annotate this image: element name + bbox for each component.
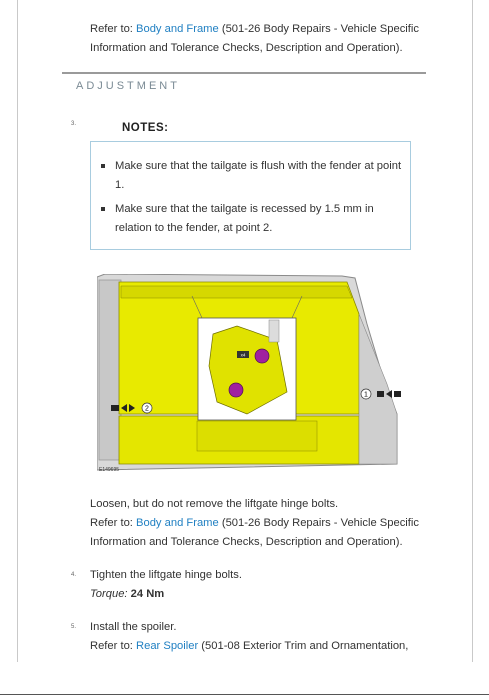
instruction-text: Loosen, but do not remove the liftgate hinge bolts. xyxy=(90,498,339,510)
instruction-text: Tighten the liftgate hinge bolts. xyxy=(90,569,242,581)
step-number: 4. xyxy=(71,572,77,578)
page-edge-right xyxy=(472,0,473,662)
notes-title: NOTES: xyxy=(122,122,169,134)
torque-label: Torque: xyxy=(90,588,128,600)
notes-box xyxy=(90,141,411,250)
refer-prefix: Refer to: xyxy=(90,517,137,529)
bullet-icon xyxy=(101,164,105,168)
reference-detail: (501-26 Body Repairs - Vehicle Specific xyxy=(218,517,419,529)
reference-detail-line2: Information and Tolerance Checks, Description and Operation). xyxy=(90,42,403,54)
intro-reference xyxy=(90,20,420,58)
page-edge-left xyxy=(17,0,18,662)
refer-prefix: Refer to: xyxy=(90,23,137,35)
figure-id-label: E149695 xyxy=(99,467,120,473)
reference-detail-line2: Information and Tolerance Checks, Description and Operation). xyxy=(90,536,403,548)
rear-spoiler-link[interactable]: Rear Spoiler xyxy=(136,640,199,652)
tailgate-figure xyxy=(97,274,406,474)
note-item: Make sure that the tailgate is flush with the fender at point 1. xyxy=(101,157,410,195)
page-bottom-rule xyxy=(0,694,489,695)
step4-instruction xyxy=(90,566,420,604)
body-and-frame-link[interactable]: Body and Frame xyxy=(136,517,219,529)
refer-prefix: Refer to: xyxy=(90,640,137,652)
section-divider xyxy=(62,72,426,74)
adjustment-heading: ADJUSTMENT xyxy=(76,80,180,92)
svg-text:2: 2 xyxy=(145,405,149,413)
inset-tag: x4 xyxy=(240,352,246,358)
step3-instruction xyxy=(90,495,420,552)
step5-instruction xyxy=(90,618,420,656)
bullet-icon xyxy=(101,207,105,211)
note-item: Make sure that the tailgate is recessed by 1.5 mm in relation to the fender, at point 2. xyxy=(101,200,410,238)
instruction-text: Install the spoiler. xyxy=(90,621,177,633)
body-and-frame-link[interactable]: Body and Frame xyxy=(136,23,219,35)
torque-value: 24 Nm xyxy=(130,588,165,600)
reference-detail: (501-08 Exterior Trim and Ornamentation, xyxy=(198,640,409,652)
reference-detail: (501-26 Body Repairs - Vehicle Specific xyxy=(218,23,419,35)
step-number: 5. xyxy=(71,624,77,630)
step-number: 3. xyxy=(71,121,77,127)
svg-text:1: 1 xyxy=(364,391,368,399)
